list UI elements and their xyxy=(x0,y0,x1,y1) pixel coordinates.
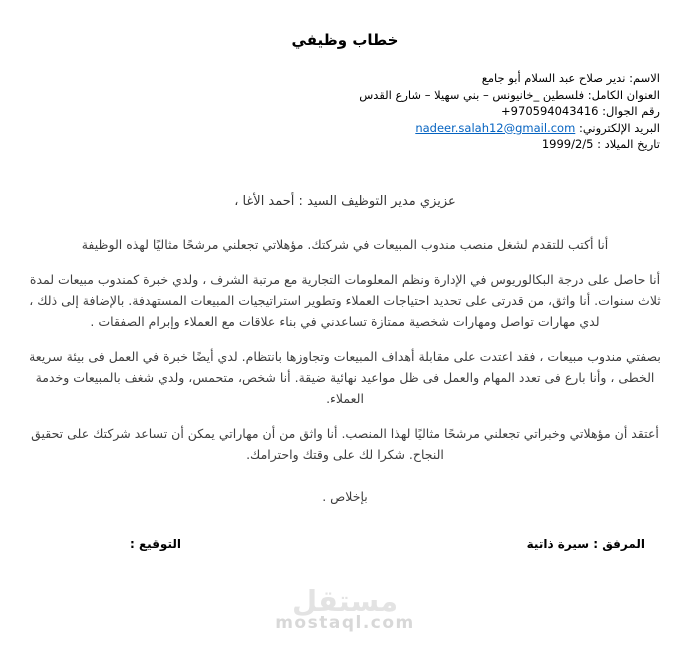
paragraph-intro: أنا أكتب للتقدم لشغل منصب مندوب المبيعات في شركتك. مؤهلاتي تجعلني مرشحًا مثاليًا لهذه الوظيفة xyxy=(81,236,609,252)
birthdate-value: 1999/2/5 xyxy=(541,137,594,151)
contact-address-row xyxy=(30,87,660,104)
address-label: العنوان الكامل: xyxy=(587,87,660,102)
closing-salutation: بإخلاص . xyxy=(322,488,368,504)
name-value: ندير صلاح عبد السلام أبو جامع xyxy=(481,71,626,85)
contact-phone-row xyxy=(30,103,660,120)
address-value: فلسطين _خانيونس – بني سهيلا – شارع القدس xyxy=(359,87,585,102)
mostaql-watermark xyxy=(0,586,690,633)
paragraph-qualifications: أنا حاصل على درجة البكالوريوس في الإدارة ونظم المعلومات التجارية مع مرتبة الشرف ، ولدي خبرة كمندوب مبيعات لمدة ثلاث سنوات. أنا واثق، من قدرتى على تحديد احتياجات العملاء وتطوير استراتيجيات المبيعات المستهدفة. بالإضافة إلى ذلك ، لدي مهارات تواصل ومهارات شخصية ممتازة تساعدني في بناء علاقات مع العملاء وإبرام الصفقات . xyxy=(29,271,661,329)
paragraph-experience: بصفتي مندوب مبيعات ، فقد اعتدت على مقابلة أهداف المبيعات وتجاوزها بانتظام. لدي أيضًا خبرة في العمل فى بيئة سريعة الخطى ، وأنا بارع فى تعدد المهام والعمل فى ظل مواعيد نهائية ضيقة. أنا شخص، متحمس، ولدي شغف بالمبيعات وخدمة العملاء. xyxy=(29,348,661,406)
page-title: خطاب وظيفي xyxy=(291,31,399,49)
contact-email-row xyxy=(30,120,660,137)
mostaql-logo: مستقل xyxy=(291,584,399,618)
contact-birthdate-row xyxy=(30,136,660,153)
letter-body xyxy=(0,191,690,507)
email-link[interactable]: nadeer.salah12@gmail.com xyxy=(415,120,576,135)
contact-info-block xyxy=(0,70,690,153)
greeting-line: عزيزي مدير التوظيف السيد : أحمد الأغا ، xyxy=(234,193,456,209)
mostaql-domain-text: mostaql.com xyxy=(275,613,415,633)
phone-label: رقم الجوال: xyxy=(602,104,660,118)
attachment-note: المرفق : سيرة ذاتية xyxy=(526,536,645,551)
letter-footer xyxy=(0,537,690,551)
email-label: البريد الإلكتروني: xyxy=(578,120,660,135)
phone-value: +970594043416 xyxy=(501,104,599,118)
signature-label: التوقيع : xyxy=(130,536,181,551)
birthdate-label: تاريخ الميلاد : xyxy=(597,137,660,151)
paragraph-conclusion: أعتقد أن مؤهلاتي وخبراتي تجعلني مرشحًا مثاليًا لهذا المنصب. أنا واثق من أن مهاراتي يمكن أن تساعد شركتك على تحقيق النجاح. شكرا لك على وقتك واحترامك. xyxy=(31,425,659,462)
name-label: الاسم: xyxy=(629,71,660,85)
contact-name-row xyxy=(30,70,660,87)
